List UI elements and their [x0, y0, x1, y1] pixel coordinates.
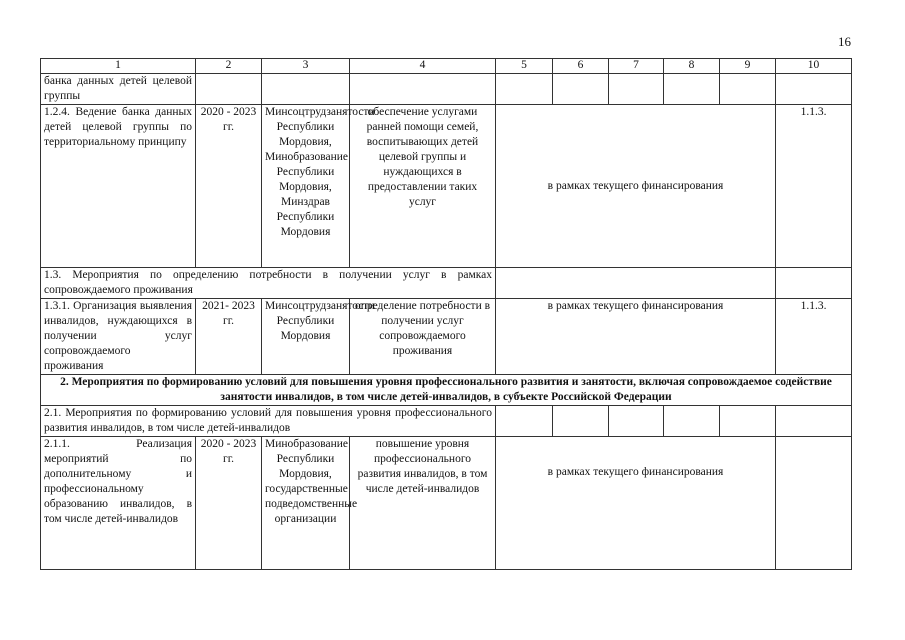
empty-cell [776, 74, 852, 105]
empty-cell [553, 406, 609, 437]
period-cell: 2020 - 2023 гг. [196, 105, 262, 268]
empty-cell [720, 406, 776, 437]
measure-name-cell: 1.3.1. Организация выявления инвалидов, нуждающихся в получении услуг сопровождаемого проживания [41, 299, 196, 375]
empty-cell [664, 406, 720, 437]
empty-cell [262, 74, 350, 105]
empty-cell [776, 437, 852, 570]
result-cell: повышение уровня профессионального развития инвалидов, в том числе детей-инвалидов [350, 437, 496, 570]
empty-cell [496, 268, 776, 299]
section-row [41, 406, 852, 437]
table-row [41, 437, 852, 570]
header-cell: 6 [553, 59, 609, 74]
header-cell: 5 [496, 59, 553, 74]
measure-name-cell: 2.1.1. Реализация мероприятий по дополнительному и профессиональному образованию инвалидов, в том числе детей-инвалидов [41, 437, 196, 570]
header-cell: 2 [196, 59, 262, 74]
empty-cell [664, 74, 720, 105]
header-cell: 10 [776, 59, 852, 74]
table-row [41, 74, 852, 105]
header-cell: 1 [41, 59, 196, 74]
empty-cell [776, 268, 852, 299]
measure-name-cell: банка данных детей целевой группы [41, 74, 196, 105]
table-row [41, 299, 852, 375]
header-cell: 8 [664, 59, 720, 74]
result-cell: определение потребности в получении услуг сопровождаемого проживания [350, 299, 496, 375]
table-header-row [41, 59, 852, 74]
empty-cell [720, 74, 776, 105]
page-number: 16 [838, 34, 851, 49]
measure-name-cell: 1.2.4. Ведение банка данных детей целевой группы по территориальному принципу [41, 105, 196, 268]
indicator-code-cell: 1.1.3. [776, 299, 852, 375]
section-row [41, 375, 852, 406]
empty-cell [496, 74, 553, 105]
period-cell: 2021- 2023 гг. [196, 299, 262, 375]
section-heading-cell: 2.1. Мероприятия по формированию условий для повышения уровня профессионального развития инвалидов, в том числе детей-инвалидов [41, 406, 496, 437]
empty-cell [609, 74, 664, 105]
empty-cell [196, 74, 262, 105]
header-cell: 3 [262, 59, 350, 74]
executor-cell: Минсоцтрудзанятости Республики Мордовия, Минобразование Республики Мордовия, Минздрав Республики Мордовия [262, 105, 350, 268]
financing-cell: в рамках текущего финансирования [496, 437, 776, 570]
section-title-cell: 2. Мероприятия по формированию условий для повышения уровня профессионального развития и занятости, включая сопровождаемое содействие занятости инвалидов, в том числе детей-инвалидов, в субъекте Российской Федерации [41, 375, 852, 406]
table-row [41, 105, 852, 268]
header-cell: 7 [609, 59, 664, 74]
empty-cell [350, 74, 496, 105]
empty-cell [496, 406, 553, 437]
executor-cell: Минобразование Республики Мордовия, государственные подведомственные организации [262, 437, 350, 570]
empty-cell [776, 406, 852, 437]
empty-cell [553, 74, 609, 105]
section-heading-cell: 1.3. Мероприятия по определению потребности в получении услуг в рамках сопровождаемого проживания [41, 268, 496, 299]
header-cell: 4 [350, 59, 496, 74]
empty-cell [609, 406, 664, 437]
header-cell: 9 [720, 59, 776, 74]
indicator-code-cell: 1.1.3. [776, 105, 852, 268]
financing-cell: в рамках текущего финансирования [496, 299, 776, 375]
section-row [41, 268, 852, 299]
result-cell: обеспечение услугами ранней помощи семей, воспитывающих детей целевой группы и нуждающихся в предоставлении таких услуг [350, 105, 496, 268]
measures-table [40, 58, 852, 570]
financing-cell: в рамках текущего финансирования [496, 105, 776, 268]
period-cell: 2020 - 2023 гг. [196, 437, 262, 570]
executor-cell: Минсоцтрудзанятости Республики Мордовия [262, 299, 350, 375]
